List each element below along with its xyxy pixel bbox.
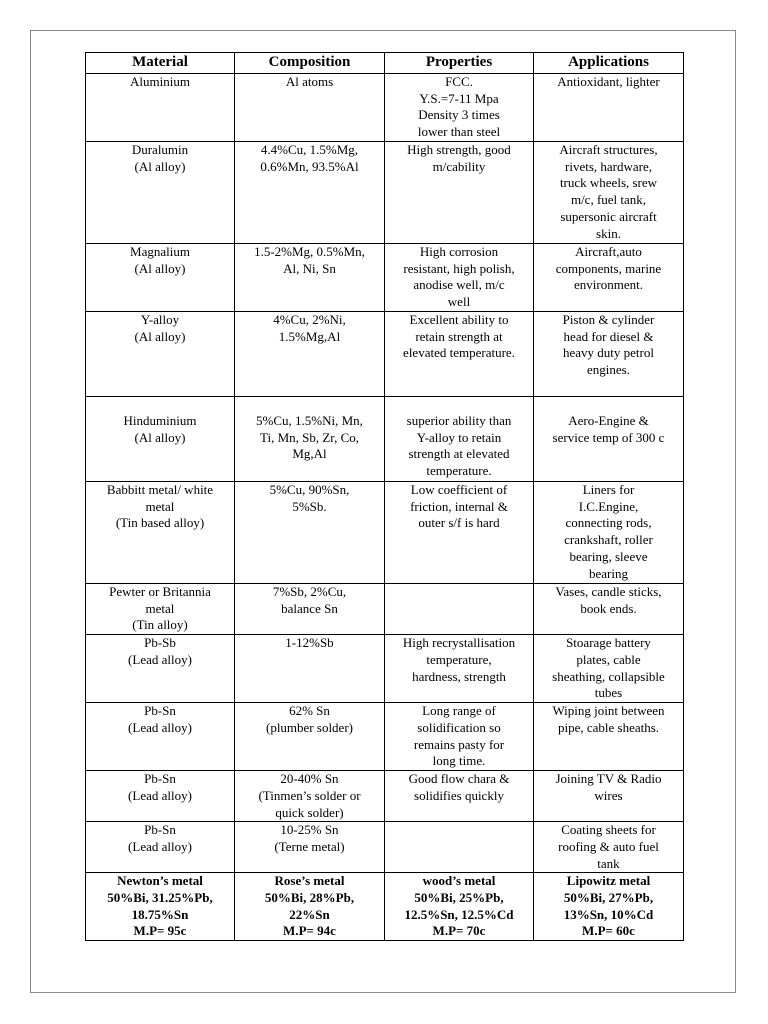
cell-material: Pewter or Britannia metal (Tin alloy): [86, 584, 235, 635]
table-row: [86, 771, 684, 822]
cell-material: Magnalium (Al alloy): [86, 244, 235, 312]
cell-material: Newton’s metal 50%Bi, 31.25%Pb, 18.75%Sn M.P= 95c: [86, 873, 235, 941]
cell-material: Duralumin (Al alloy): [86, 142, 235, 244]
cell-applications: Wiping joint between pipe, cable sheaths.: [534, 703, 684, 771]
cell-material: Aluminium: [86, 74, 235, 142]
table-row: [86, 397, 684, 482]
table-row: [86, 244, 684, 312]
table-row: [86, 74, 684, 142]
table-row: [86, 873, 684, 941]
table-row: [86, 584, 684, 635]
cell-properties: Excellent ability to retain strength at elevated temperature.: [385, 312, 534, 397]
cell-material: Babbitt metal/ white metal (Tin based alloy): [86, 482, 235, 584]
table-row: [86, 142, 684, 244]
header-applications: Applications: [534, 53, 684, 74]
cell-material: Pb-Sn (Lead alloy): [86, 822, 235, 873]
cell-properties: wood’s metal 50%Bi, 25%Pb, 12.5%Sn, 12.5%Cd M.P= 70c: [385, 873, 534, 941]
cell-applications: Antioxidant, lighter: [534, 74, 684, 142]
table-header-row: [86, 53, 684, 74]
cell-material: Pb-Sn (Lead alloy): [86, 703, 235, 771]
alloys-table: [85, 52, 684, 941]
cell-composition: 62% Sn (plumber solder): [235, 703, 385, 771]
table-row: [86, 482, 684, 584]
table-row: [86, 822, 684, 873]
cell-applications: Liners for I.C.Engine, connecting rods, crankshaft, roller bearing, sleeve bearing: [534, 482, 684, 584]
table-row: [86, 703, 684, 771]
cell-applications: Aircraft,auto components, marine environment.: [534, 244, 684, 312]
cell-composition: 5%Cu, 90%Sn, 5%Sb.: [235, 482, 385, 584]
cell-applications: Joining TV & Radio wires: [534, 771, 684, 822]
cell-composition: Al atoms: [235, 74, 385, 142]
cell-applications: Stoarage battery plates, cable sheathing, collapsible tubes: [534, 635, 684, 703]
cell-applications: Piston & cylinder head for diesel & heavy duty petrol engines.: [534, 312, 684, 397]
cell-properties: [385, 584, 534, 635]
cell-properties: High corrosion resistant, high polish, anodise well, m/c well: [385, 244, 534, 312]
cell-properties: Good flow chara & solidifies quickly: [385, 771, 534, 822]
cell-properties: superior ability than Y-alloy to retain strength at elevated temperature.: [385, 397, 534, 482]
cell-properties: Low coefficient of friction, internal & outer s/f is hard: [385, 482, 534, 584]
cell-applications: Aircraft structures, rivets, hardware, truck wheels, srew m/c, fuel tank, supersonic aircraft skin.: [534, 142, 684, 244]
header-composition: Composition: [235, 53, 385, 74]
cell-properties: High strength, good m/cability: [385, 142, 534, 244]
cell-properties: Long range of solidification so remains pasty for long time.: [385, 703, 534, 771]
cell-properties: High recrystallisation temperature, hardness, strength: [385, 635, 534, 703]
cell-composition: 4.4%Cu, 1.5%Mg, 0.6%Mn, 93.5%Al: [235, 142, 385, 244]
cell-material: Pb-Sb (Lead alloy): [86, 635, 235, 703]
cell-composition: 1.5-2%Mg, 0.5%Mn, Al, Ni, Sn: [235, 244, 385, 312]
cell-composition: 5%Cu, 1.5%Ni, Mn, Ti, Mn, Sb, Zr, Co, Mg,Al: [235, 397, 385, 482]
cell-applications: Aero-Engine & service temp of 300 c: [534, 397, 684, 482]
cell-applications: Coating sheets for roofing & auto fuel tank: [534, 822, 684, 873]
cell-composition: 7%Sb, 2%Cu, balance Sn: [235, 584, 385, 635]
cell-properties: FCC. Y.S.=7-11 Mpa Density 3 times lower than steel: [385, 74, 534, 142]
header-properties: Properties: [385, 53, 534, 74]
cell-composition: 1-12%Sb: [235, 635, 385, 703]
cell-composition: 10-25% Sn (Terne metal): [235, 822, 385, 873]
cell-applications: Lipowitz metal 50%Bi, 27%Pb, 13%Sn, 10%Cd M.P= 60c: [534, 873, 684, 941]
cell-composition: Rose’s metal 50%Bi, 28%Pb, 22%Sn M.P= 94c: [235, 873, 385, 941]
table-row: [86, 635, 684, 703]
cell-applications: Vases, candle sticks, book ends.: [534, 584, 684, 635]
cell-material: Hinduminium (Al alloy): [86, 397, 235, 482]
cell-material: Y-alloy (Al alloy): [86, 312, 235, 397]
cell-properties: [385, 822, 534, 873]
cell-material: Pb-Sn (Lead alloy): [86, 771, 235, 822]
cell-composition: 4%Cu, 2%Ni, 1.5%Mg,Al: [235, 312, 385, 397]
table-row: [86, 312, 684, 397]
cell-composition: 20-40% Sn (Tinmen’s solder or quick solder): [235, 771, 385, 822]
header-material: Material: [86, 53, 235, 74]
